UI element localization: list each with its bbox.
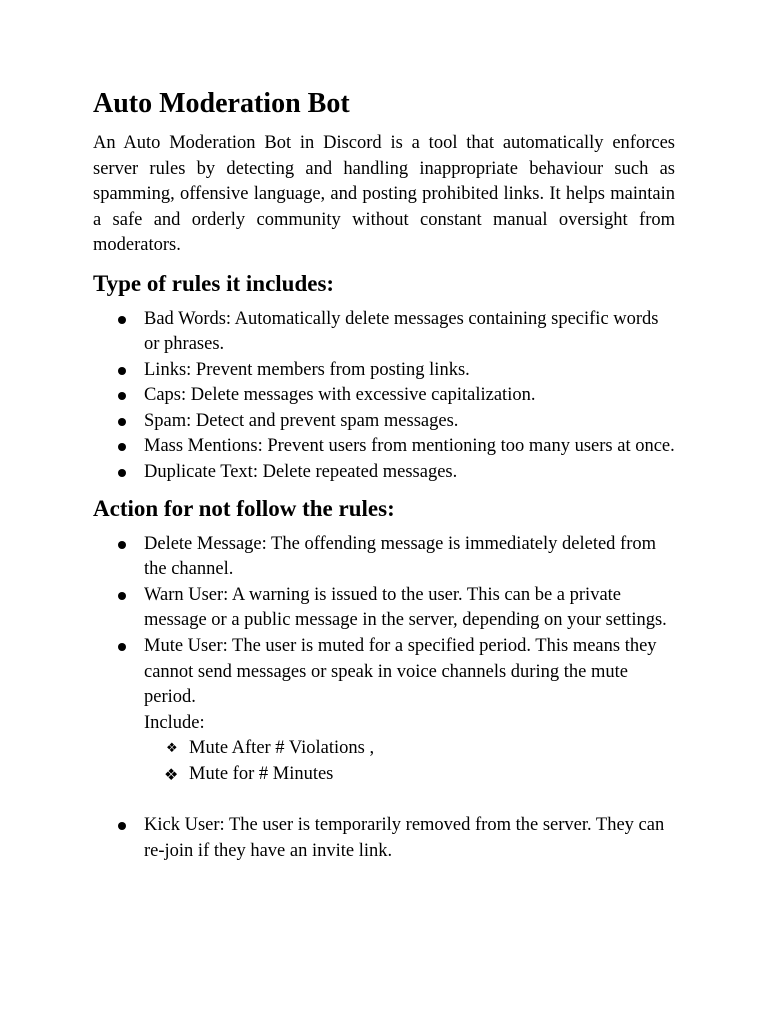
mute-option-text: Mute After # Violations ,	[189, 738, 375, 759]
bullet-dot-icon	[118, 392, 126, 400]
list-item	[93, 583, 675, 634]
actions-heading: Action for not follow the rules:	[93, 495, 395, 521]
action-text: Mute User: The user is muted for a specified period. This means they cannot send messages or speak in voice channels during the mute period.	[144, 636, 657, 708]
list-item	[93, 409, 675, 435]
rule-text: Spam: Detect and prevent spam messages.	[144, 410, 459, 431]
action-text: Delete Message: The offending message is immediately deleted from the channel.	[144, 533, 657, 580]
rule-text: Bad Words: Automatically delete messages containing specific words or phrases.	[144, 308, 659, 355]
bullet-dot-icon	[118, 418, 126, 426]
rules-heading: Type of rules it includes:	[93, 270, 335, 296]
bullet-dot-icon	[118, 822, 126, 830]
rule-text: Duplicate Text: Delete repeated messages.	[144, 462, 458, 483]
list-item	[144, 736, 675, 762]
list-item	[93, 460, 675, 486]
rule-text: Mass Mentions: Prevent users from mentioning too many users at once.	[144, 436, 675, 457]
diamond-bullet-icon: ❖	[166, 741, 178, 757]
list-item	[93, 634, 675, 788]
bullet-dot-icon	[118, 469, 126, 477]
list-item	[144, 762, 675, 788]
document-page	[93, 86, 675, 864]
intro-paragraph: An Auto Moderation Bot in Discord is a tool that automatically enforces server rules by detecting and handling inappropriate behaviour such as spamming, offensive language, and posting prohibited links. It helps maintain a safe and orderly community without constant manual oversight from moderators.	[93, 133, 675, 255]
list-item	[93, 813, 675, 864]
bullet-dot-icon	[118, 316, 126, 324]
bullet-dot-icon	[118, 643, 126, 651]
actions-list	[93, 532, 675, 865]
list-item	[93, 532, 675, 583]
diamond-bullet-icon: ❖	[164, 765, 179, 784]
mute-include-label: Include:	[144, 712, 205, 733]
action-text: Kick User: The user is temporarily removed from the server. They can re-join if they have an invite link.	[144, 815, 665, 861]
mute-option-text: Mute for # Minutes	[189, 764, 334, 784]
rule-text: Caps: Delete messages with excessive capitalization.	[144, 385, 536, 406]
action-text: Warn User: A warning is issued to the user. This can be a private message or a public message in the server, depending on your settings.	[144, 584, 667, 631]
bullet-dot-icon	[118, 443, 126, 451]
list-item	[93, 434, 675, 460]
rules-list	[93, 307, 675, 486]
mute-options-list	[144, 736, 675, 787]
bullet-dot-icon	[118, 541, 126, 549]
list-item	[93, 383, 675, 409]
page-title: Auto Moderation Bot	[93, 88, 350, 119]
list-item	[93, 307, 675, 358]
bullet-dot-icon	[118, 592, 126, 600]
list-item	[93, 358, 675, 384]
rule-text: Links: Prevent members from posting links.	[144, 359, 470, 380]
bullet-dot-icon	[118, 367, 126, 375]
